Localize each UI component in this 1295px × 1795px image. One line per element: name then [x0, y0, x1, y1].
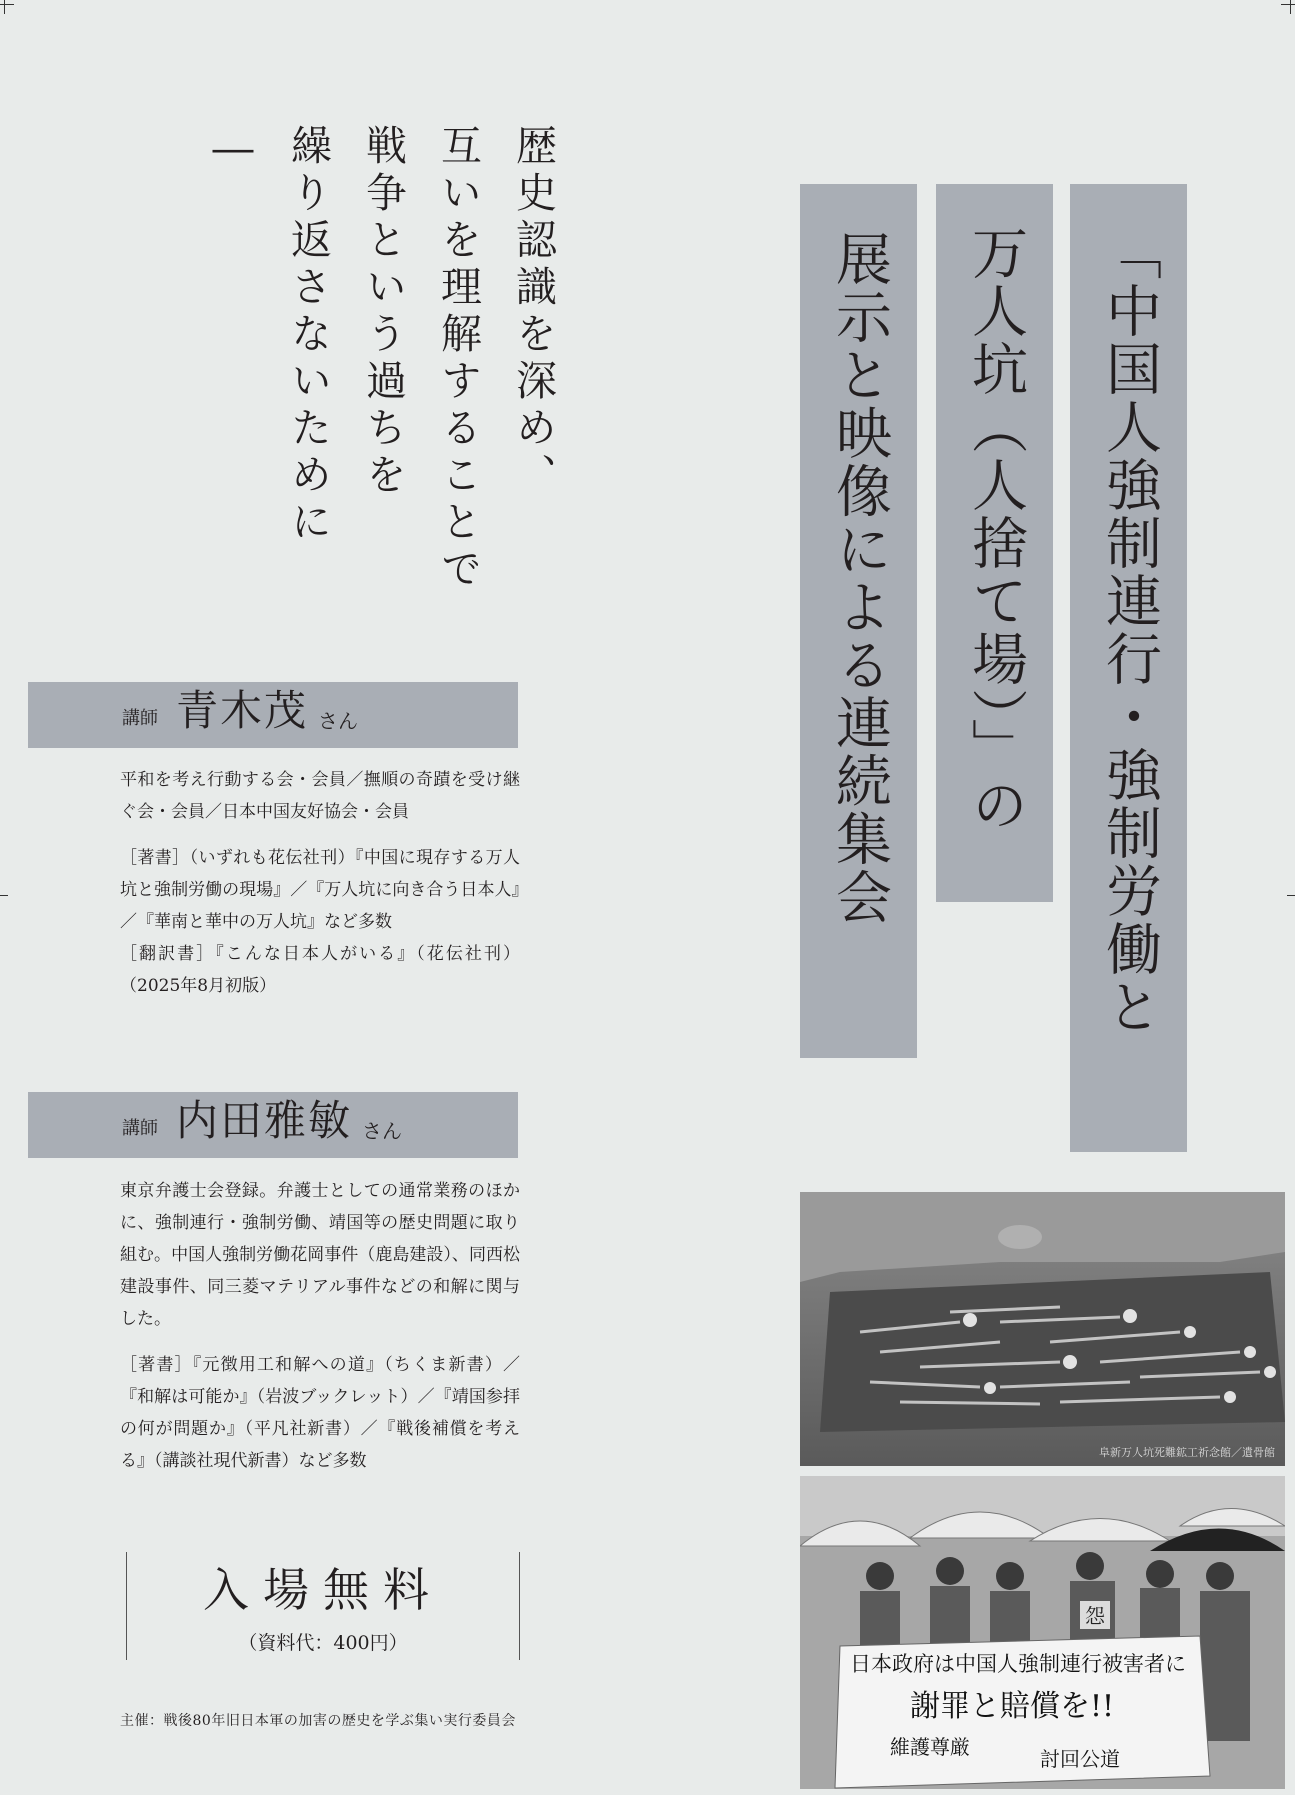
speaker-honorific: さん	[318, 709, 359, 733]
protest-illustration	[800, 1476, 1285, 1789]
bio-paragraph: 平和を考え行動する会・会員／撫順の奇蹟を受け継ぐ会・会員／日本中国友好協会・会員	[120, 770, 520, 822]
speaker-honorific: さん	[362, 1119, 403, 1143]
slogan	[209, 124, 570, 594]
title-line-3: 展示と映像による連続集会	[800, 184, 917, 1058]
slogan-line: 繰り返さないために―	[209, 124, 332, 547]
banner-line: 討回公道	[1040, 1747, 1120, 1771]
speaker-role: 講師	[122, 708, 158, 729]
photo-excavation	[800, 1192, 1285, 1466]
speaker-role: 講師	[122, 1118, 158, 1139]
slogan-line: 互いを理解することで	[434, 124, 482, 594]
speaker-bio	[120, 1175, 520, 1491]
speaker-name: 青木茂	[176, 686, 309, 735]
protest-sign: 怨	[1085, 1604, 1105, 1628]
excavation-illustration	[800, 1192, 1285, 1466]
banner-line: 謝罪と賠償を!!	[910, 1689, 1115, 1724]
admission-fee: （資料代：400円）	[238, 1632, 408, 1654]
crop-mark	[0, 895, 8, 896]
title-line-1: 「中国人強制連行・強制労働と	[1070, 184, 1187, 1152]
crop-mark	[1281, 4, 1295, 5]
bio-paragraph: ［著書］（いずれも花伝社刊）『中国に現存する万人坑と強制労働の現場』／『万人坑に向き合う日本人』／『華南と華中の万人坑』など多数 ［翻訳書］『こんな日本人がいる』（花伝社刊）（2025年8月初版）	[120, 848, 520, 996]
bio-paragraph: ［著書］『元徴用工和解への道』（ちくま新書）／『和解は可能か』（岩波ブックレット）／『靖国参拝の何が問題か』（平凡社新書）／『戦後補償を考える』（講談社現代新書）など多数	[120, 1355, 520, 1471]
crop-mark	[1287, 895, 1295, 896]
banner-line: 維護尊厳	[890, 1735, 970, 1759]
crop-mark	[1290, 0, 1291, 14]
organizer: 主催：戦後80年旧日本軍の加害の歴史を学ぶ集い実行委員会	[120, 1713, 516, 1729]
slogan-line: 歴史認識を深め、	[509, 124, 557, 500]
speaker-header	[28, 1092, 518, 1158]
speaker-bio	[120, 764, 520, 1016]
crop-mark	[4, 0, 5, 14]
photo-protest	[800, 1476, 1285, 1789]
slogan-line: 戦争という過ちを	[359, 124, 407, 500]
admission-box	[126, 1552, 520, 1660]
bio-paragraph: 東京弁護士会登録。弁護士としての通常業務のほかに、強制連行・強制労働、靖国等の歴史問題に取り組む。中国人強制労働花岡事件（鹿島建設）、同西松建設事件、同三菱マテリアル事件などの和解に関与した。	[120, 1181, 520, 1329]
crop-mark	[0, 4, 14, 5]
photo-caption: 阜新万人坑死難鉱工祈念館／遺骨館	[1099, 1446, 1275, 1459]
banner-line: 日本政府は中国人強制連行被害者に	[850, 1652, 1186, 1676]
speaker-name: 内田雅敏	[176, 1096, 353, 1145]
speaker-header	[28, 682, 518, 748]
admission-label: 入場無料	[203, 1563, 443, 1617]
title-line-2: 万人坑（人捨て場）」の	[936, 184, 1053, 902]
